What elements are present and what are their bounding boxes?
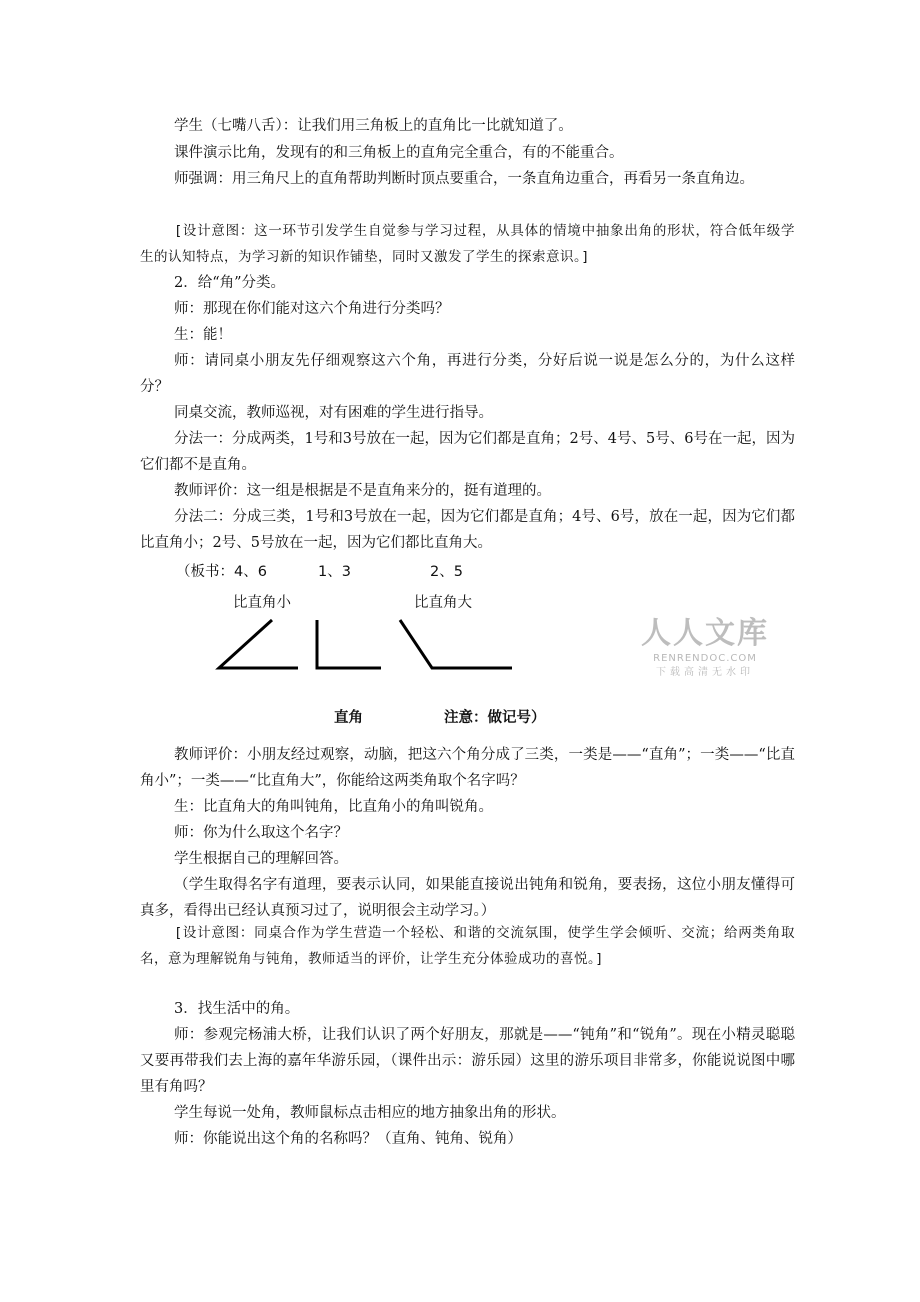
angle-drawings	[200, 610, 530, 680]
section-heading: 2．给“角”分类。	[174, 275, 286, 291]
paragraph: 教师评价：这一组是根据是不是直角来分的，挺有道理的。	[174, 483, 551, 499]
paragraph: 师：请同桌小朋友先仔细观察这六个角，再进行分类，分好后说一说是怎么分的，为什么这样分？	[140, 353, 795, 395]
paragraph: 师：你能说出这个角的名称吗？（直角、钝角、锐角）	[174, 1131, 522, 1147]
paragraph: 学生（七嘴八舌）：让我们用三角板上的直角比一比就知道了。	[174, 118, 573, 134]
paragraph: 学生根据自己的理解回答。	[174, 851, 348, 867]
label-right-angle: 直角	[334, 710, 363, 726]
paragraph: 课件演示比角，发现有的和三角板上的直角完全重合，有的不能重合。	[174, 145, 624, 161]
paragraph: 生：比直角大的角叫钝角，比直角小的角叫锐角。	[174, 799, 493, 815]
acute-angle-shape	[219, 620, 298, 668]
section-heading: 3．找生活中的角。	[174, 1001, 300, 1017]
paragraph: 师：参观完杨浦大桥，让我们认识了两个好朋友，那就是——“钝角”和“锐角”。现在小精灵聪聪又要再带我们去上海的嘉年华游乐园，（课件出示：游乐园）这里的游乐项目非常多，你能说说图中哪里有角吗？	[140, 1027, 795, 1095]
paragraph: 生：能！	[174, 327, 232, 343]
watermark-subtitle: 下载高清无水印	[656, 667, 754, 678]
watermark	[630, 616, 780, 680]
label-smaller-than-right: 比直角小	[233, 595, 291, 611]
board-note: 注意：做记号）	[444, 710, 546, 726]
watermark-domain: RENRENDOC.COM	[653, 653, 757, 664]
watermark-title: 人人文库	[641, 616, 769, 651]
board-group-right: 1、3	[318, 564, 351, 580]
paragraph: 同桌交流，教师巡视，对有困难的学生进行指导。	[174, 405, 493, 421]
obtuse-angle-shape	[400, 620, 512, 668]
paragraph: 分法一：分成两类，1号和3号放在一起，因为它们都是直角；2号、4号、5号、6号在一起，因为它们都不是直角。	[140, 431, 795, 473]
right-angle-shape	[317, 620, 381, 668]
paragraph: 师：那现在你们能对这六个角进行分类吗？	[174, 301, 450, 317]
board-group-obtuse: 2、5	[430, 564, 463, 580]
paragraph: 分法二：分成三类，1号和3号放在一起，因为它们都是直角；4号、6号，放在一起，因为它们都比直角小；2号、5号放在一起，因为它们都比直角大。	[140, 509, 795, 551]
label-larger-than-right: 比直角大	[414, 595, 472, 611]
design-intent-note: [设计意图：同桌合作为学生营造一个轻松、和谐的交流氛围，使学生学会倾听、交流；给两类角取名，意为理解锐角与钝角，教师适当的评价，让学生充分体验成功的喜悦。]	[140, 925, 795, 967]
paragraph: （学生取得名字有道理，要表示认同，如果能直接说出钝角和锐角，要表扬，这位小朋友懂得可真多，看得出已经认真预习过了，说明很会主动学习。）	[140, 877, 795, 919]
board-header: （板书：4、6	[176, 564, 267, 580]
design-intent-note: [设计意图：这一环节引发学生自觉参与学习过程，从具体的情境中抽象出角的形状，符合低年级学生的认知特点，为学习新的知识作铺垫，同时又激发了学生的探索意识。]	[140, 223, 795, 265]
paragraph: 教师评价：小朋友经过观察，动脑，把这六个角分成了三类，一类是——“直角”；一类——“比直角小”；一类——“比直角大”，你能给这两类角取个名字吗？	[140, 747, 795, 789]
paragraph: 学生每说一处角，教师鼠标点击相应的地方抽象出角的形状。	[174, 1105, 566, 1121]
paragraph: 师：你为什么取这个名字？	[174, 825, 348, 841]
paragraph: 师强调：用三角尺上的直角帮助判断时顶点要重合，一条直角边重合，再看另一条直角边。	[174, 171, 754, 187]
